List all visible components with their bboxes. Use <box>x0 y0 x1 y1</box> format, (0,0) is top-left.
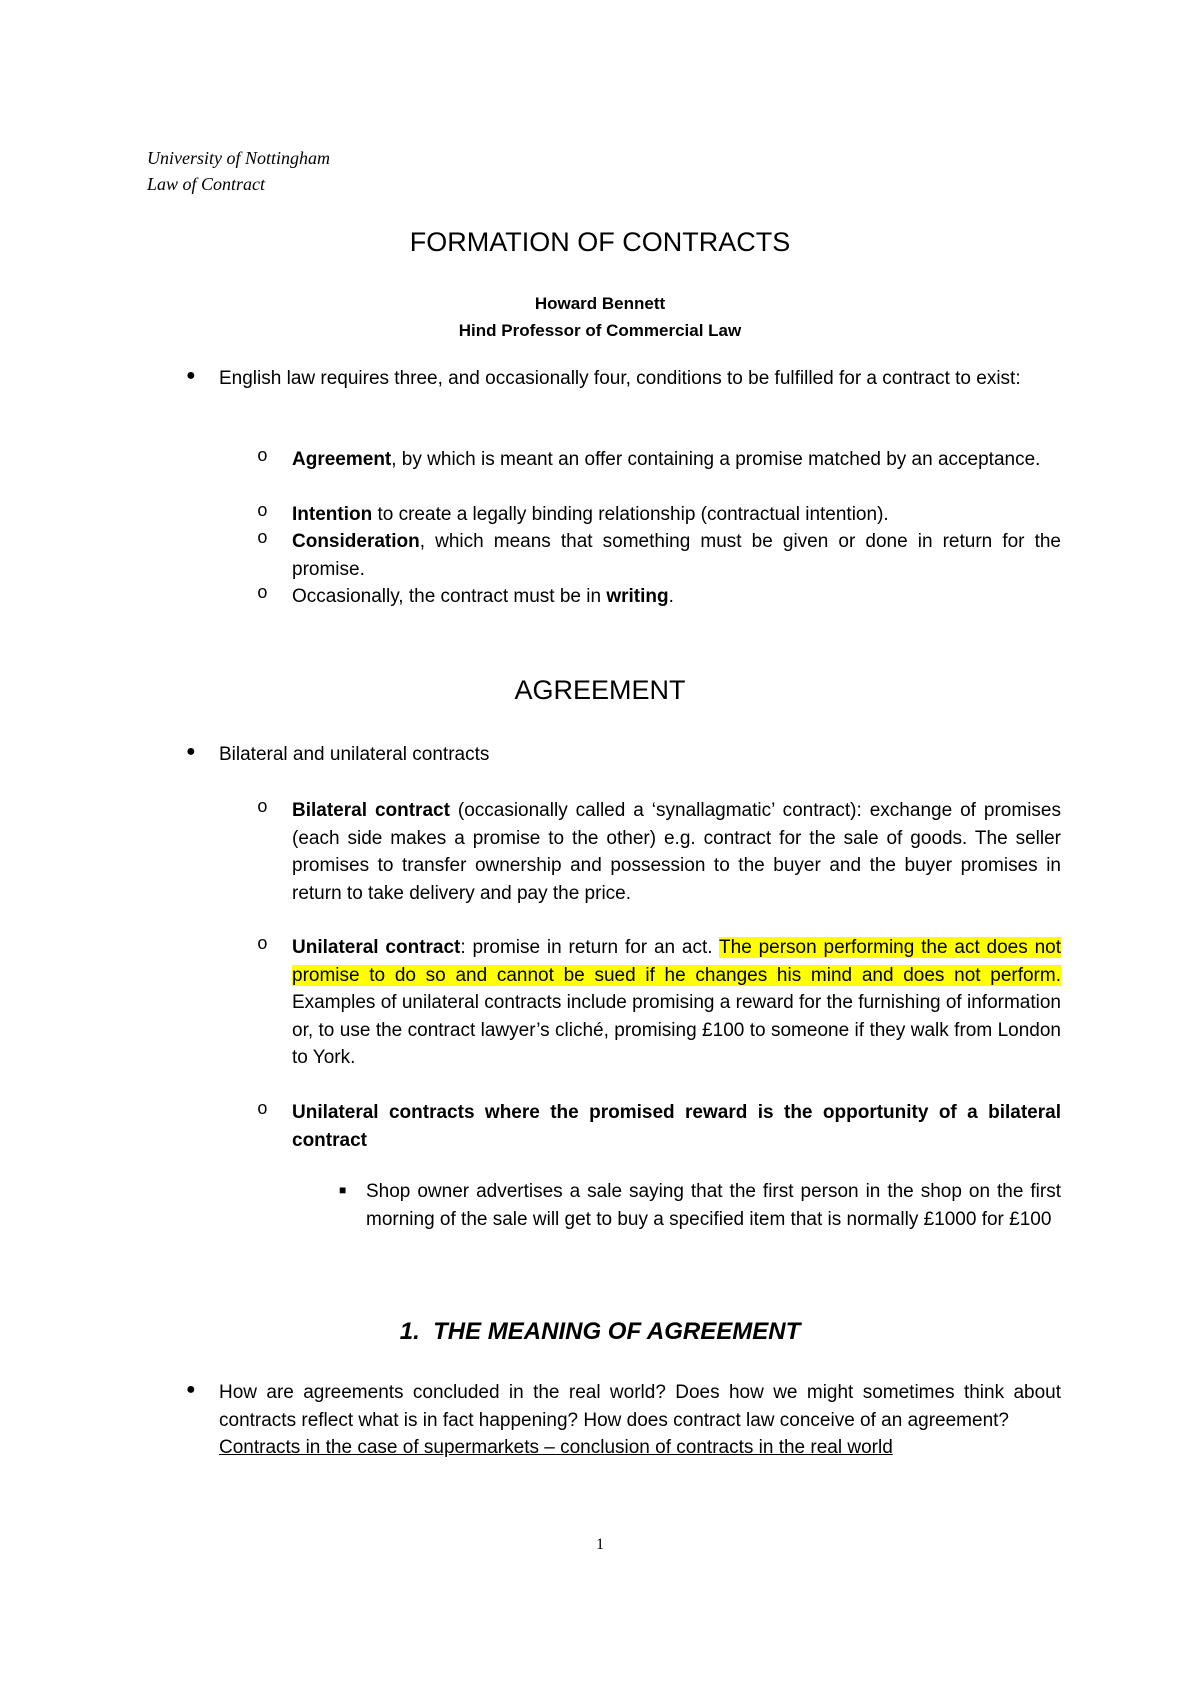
intro-bullet-text: English law requires three, and occasionally four, conditions to be fulfilled for a contract to exist: <box>219 368 1021 389</box>
author-block <box>0 290 1200 344</box>
opportunity-item: Unilateral contracts where the promised reward is the opportunity of a bilateral contract <box>292 1102 1061 1151</box>
shop-owner-example: Shop owner advertises a sale saying that the first person in the shop on the first morning of the sale will get to buy a specified item that is normally £1000 for £100 <box>366 1181 1061 1230</box>
document-title: FORMATION OF CONTRACTS <box>409 227 791 257</box>
meaning-questions: How are agreements concluded in the real world? Does how we might sometimes think about contracts reflect what is in fact happening? How does contract law conceive of an agreement? <box>219 1382 1061 1431</box>
term-bilateral: Bilateral contract <box>292 800 450 821</box>
unilateral-text: Examples of unilateral contracts include promising a reward for the furnishing of information or, to use the contract lawyer’s cliché, promising £100 to someone if they walk from London to York. <box>292 992 1061 1068</box>
condition-text: Occasionally, the contract must be in <box>292 586 607 607</box>
bullet-marker: ● <box>186 367 196 384</box>
sub-bullet-marker: o <box>257 935 268 955</box>
condition-term: Agreement <box>292 449 392 470</box>
bullet-marker: ● <box>186 743 196 760</box>
condition-agreement <box>292 446 1061 474</box>
bilateral-text: (occasionally called a ‘synallagmatic’ contract): exchange of promises (each side makes a promise to the other) e.g. contract for the sale of goods. The seller promises to transfer ownership and possession to the buyer and the buyer promises in return to take delivery and pay the price. <box>292 800 1061 904</box>
sub-bullet-marker: o <box>257 1100 268 1120</box>
condition-intention <box>292 501 1061 529</box>
course-name: Law of Contract <box>147 174 266 194</box>
author-position: Hind Professor of Commercial Law <box>458 321 742 340</box>
condition-term: writing <box>606 586 669 607</box>
bilateral-contract-item <box>292 797 1061 907</box>
condition-term: Consideration <box>292 531 420 552</box>
term-unilateral: Unilateral contract <box>292 937 461 958</box>
condition-writing <box>292 583 1061 611</box>
sub-bullet-marker: o <box>257 447 268 467</box>
supermarket-subheading: Contracts in the case of supermarkets – conclusion of contracts in the real world <box>219 1437 893 1458</box>
sub-bullet-marker: o <box>257 584 268 604</box>
sub-bullet-marker: o <box>257 502 268 522</box>
section-heading-agreement: AGREEMENT <box>514 675 686 705</box>
bullet-marker: ● <box>186 1381 196 1398</box>
university-name: University of Nottingham <box>147 148 330 168</box>
condition-text-end: . <box>668 586 674 607</box>
meaning-bullet-text <box>219 1379 1061 1462</box>
section-heading-meaning: 1. THE MEANING OF AGREEMENT <box>399 1318 801 1345</box>
unilateral-contract-item <box>292 934 1061 1072</box>
condition-term: Intention <box>292 504 373 525</box>
unilateral-lead: : promise in return for an act. <box>460 937 720 958</box>
page-number: 1 <box>596 1536 604 1553</box>
document-header <box>147 145 330 197</box>
author-name: Howard Bennett <box>534 294 666 313</box>
sub-bullet-marker: o <box>257 798 268 818</box>
condition-text: , by which is meant an offer containing a promise matched by an acceptance. <box>391 449 1041 470</box>
agreement-bullet-text: Bilateral and unilateral contracts <box>219 744 490 765</box>
sub-bullet-marker: o <box>257 529 268 549</box>
square-bullet-marker: ■ <box>339 1183 347 1197</box>
condition-text: to create a legally binding relationship (contractual intention). <box>372 504 889 525</box>
condition-text: , which means that something must be given or done in return for the promise. <box>292 531 1061 580</box>
highlighted-text: The person performing the act does not promise to do so and cannot be sued if he changes his mind and does not perform. <box>292 937 1061 986</box>
condition-consideration <box>292 528 1061 583</box>
